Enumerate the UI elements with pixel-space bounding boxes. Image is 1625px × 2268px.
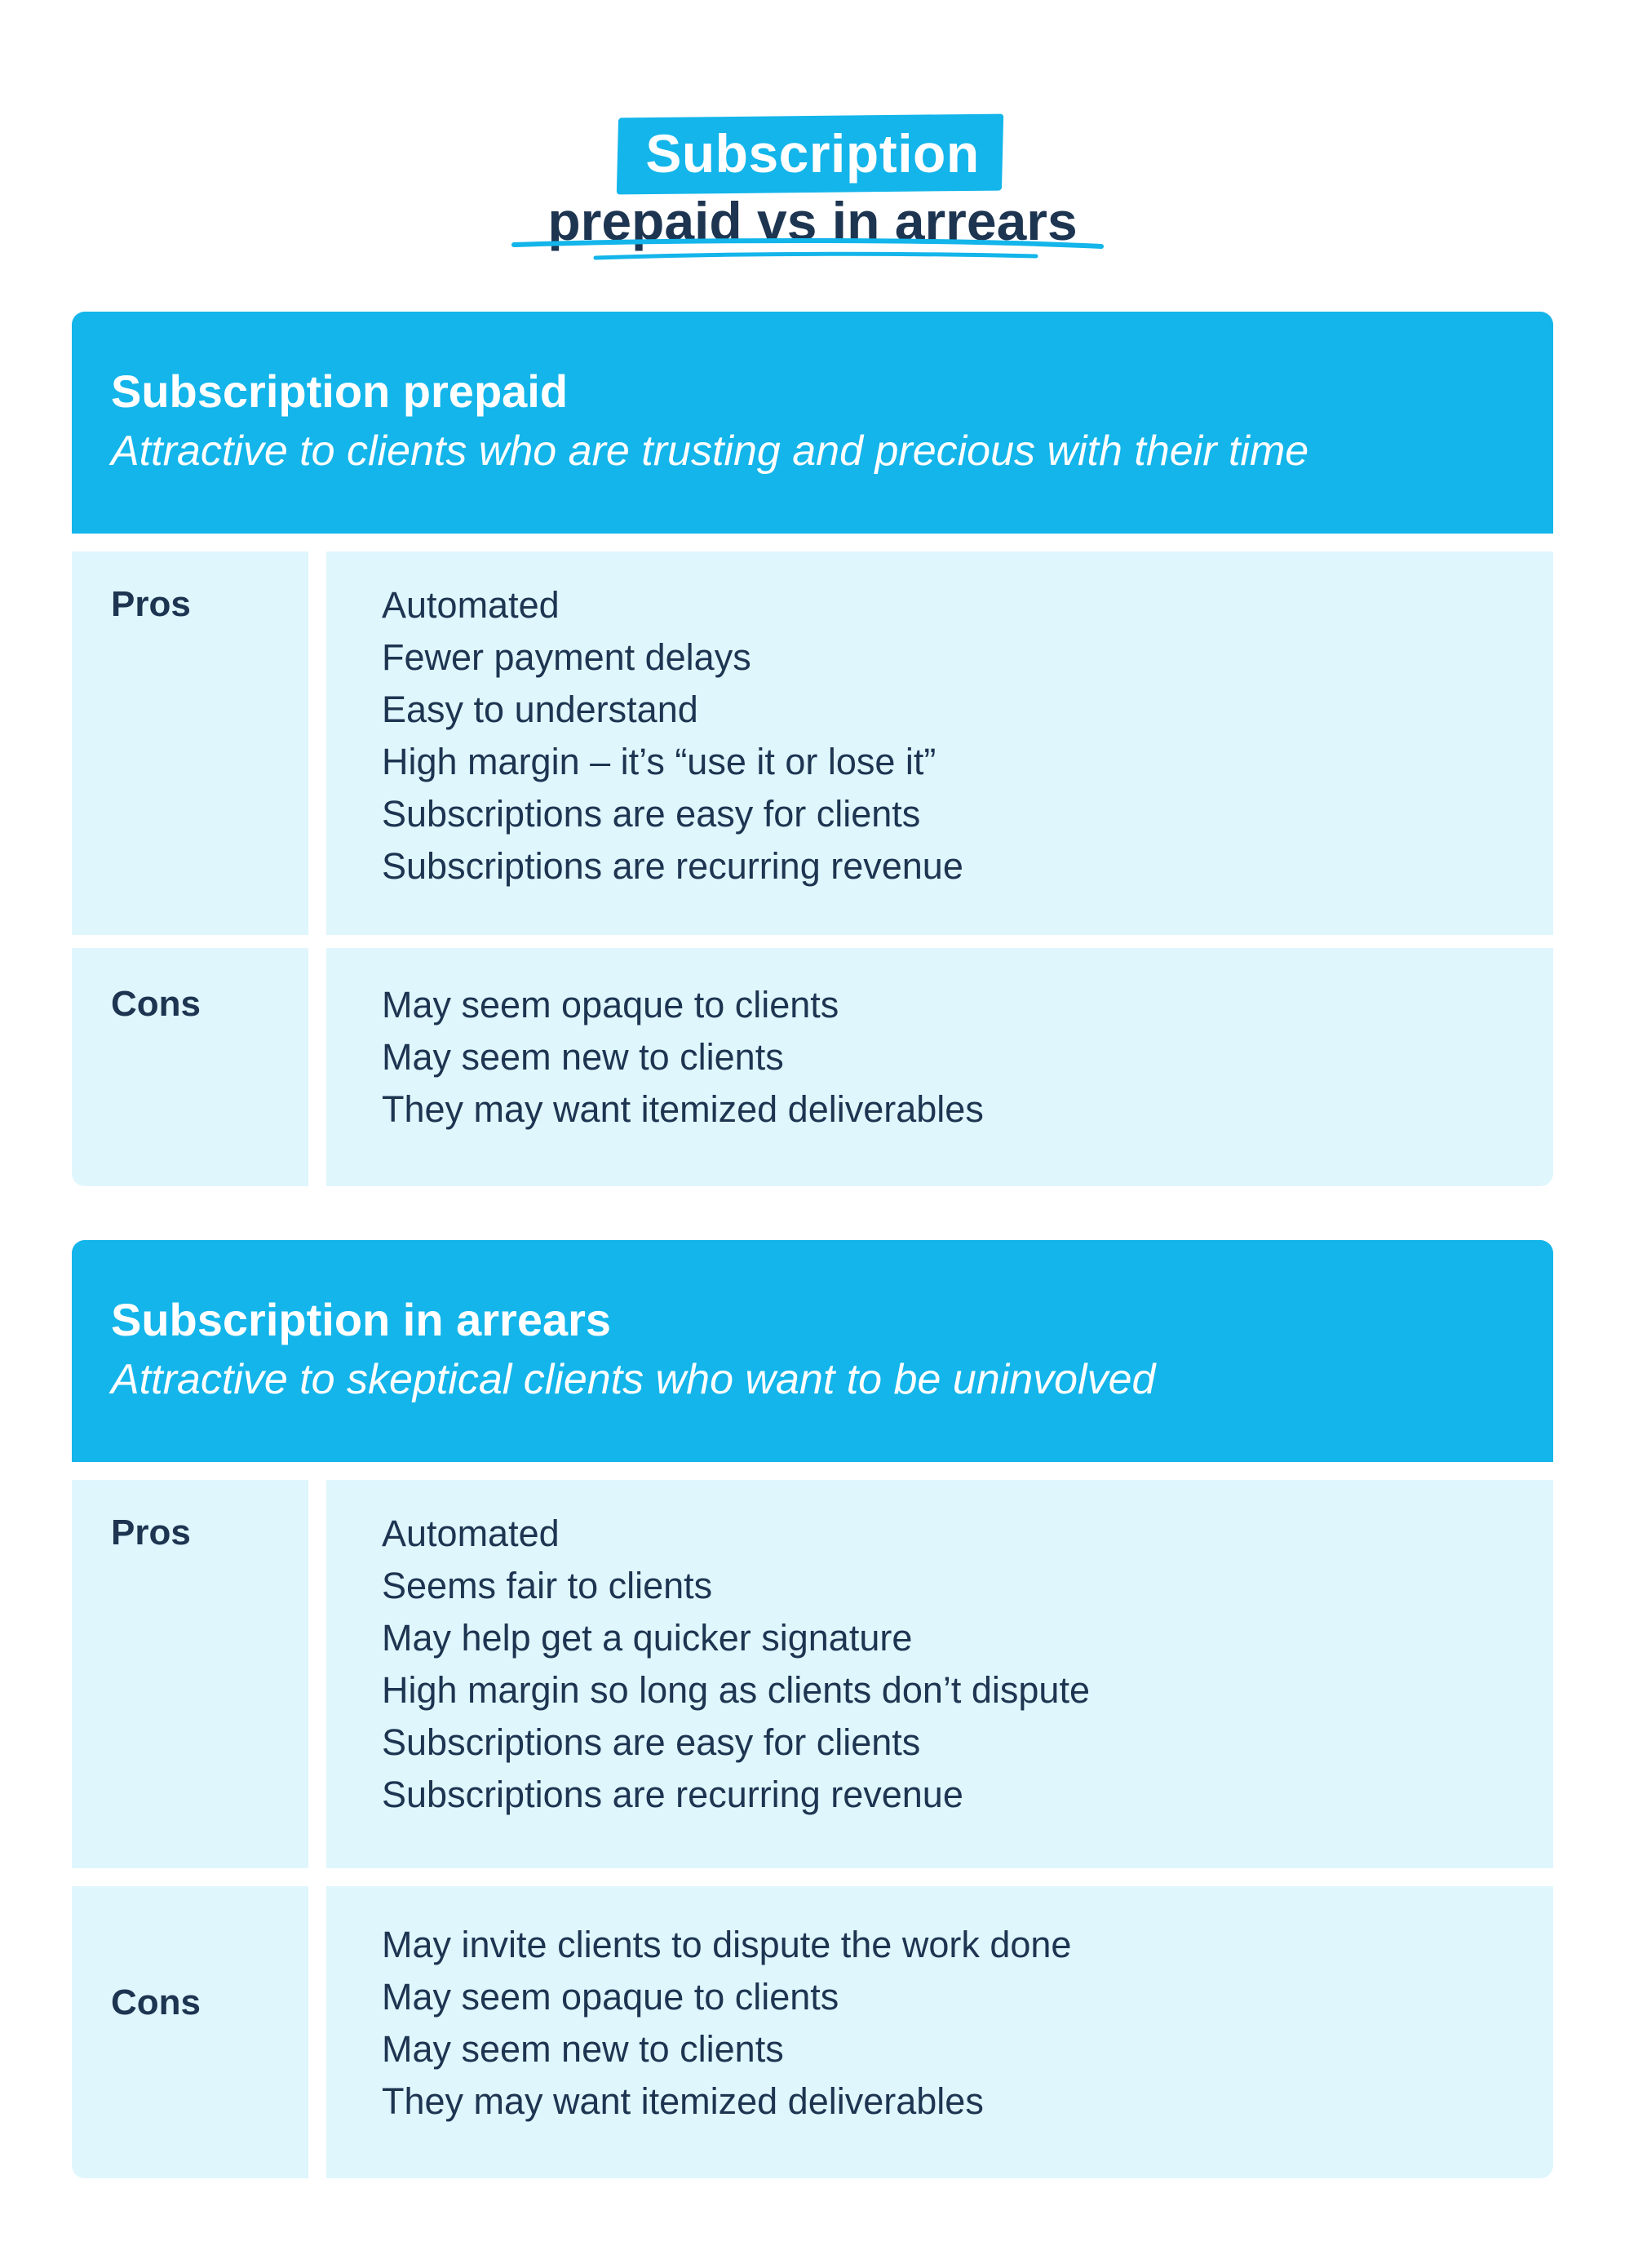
title-underline-stroke bbox=[506, 228, 1109, 269]
section-subtitle: Attractive to clients who are trusting and precious with their time bbox=[111, 427, 1309, 475]
pros-label: Pros bbox=[72, 551, 308, 935]
list-item: May seem opaque to clients bbox=[382, 1976, 839, 2018]
section-prepaid bbox=[72, 312, 1553, 1186]
list-item: May seem new to clients bbox=[382, 2028, 784, 2070]
cons-label: Cons bbox=[72, 1886, 308, 2178]
list-item: Subscriptions are easy for clients bbox=[382, 793, 921, 835]
list-item: High margin so long as clients don’t dispute bbox=[382, 1669, 1090, 1711]
list-item: Automated bbox=[382, 1513, 560, 1554]
cons-row bbox=[72, 1886, 1553, 2178]
pros-row bbox=[72, 551, 1553, 935]
pros-list bbox=[326, 551, 1553, 935]
section-header bbox=[72, 312, 1553, 534]
list-item: Subscriptions are recurring revenue bbox=[382, 1774, 963, 1815]
list-item: May invite clients to dispute the work done bbox=[382, 1924, 1072, 1965]
list-item: They may want itemized deliverables bbox=[382, 1088, 984, 1130]
section-in-arrears bbox=[72, 1240, 1553, 2178]
section-title: Subscription in arrears bbox=[111, 1294, 612, 1345]
pros-row bbox=[72, 1480, 1553, 1868]
list-item: Subscriptions are recurring revenue bbox=[382, 845, 963, 887]
pros-list bbox=[326, 1480, 1553, 1868]
list-item: Subscriptions are easy for clients bbox=[382, 1721, 921, 1763]
list-item: May seem opaque to clients bbox=[382, 984, 839, 1025]
section-subtitle: Attractive to skeptical clients who want to be uninvolved bbox=[111, 1356, 1156, 1403]
cons-label: Cons bbox=[72, 948, 308, 1186]
list-item: Seems fair to clients bbox=[382, 1565, 713, 1606]
page-title bbox=[0, 106, 1625, 261]
section-title: Subscription prepaid bbox=[111, 365, 569, 417]
list-item: Fewer payment delays bbox=[382, 636, 751, 678]
list-item: They may want itemized deliverables bbox=[382, 2080, 984, 2122]
title-line-1: Subscription bbox=[645, 123, 980, 184]
list-item: Easy to understand bbox=[382, 689, 698, 730]
list-item: May seem new to clients bbox=[382, 1036, 784, 1078]
cons-row bbox=[72, 948, 1553, 1186]
cons-list bbox=[326, 948, 1553, 1186]
list-item: Automated bbox=[382, 584, 560, 626]
pros-label: Pros bbox=[72, 1480, 308, 1868]
title-line-2: prepaid vs in arrears bbox=[547, 191, 1078, 251]
list-item: High margin – it’s “use it or lose it” bbox=[382, 741, 936, 782]
list-item: May help get a quicker signature bbox=[382, 1617, 913, 1659]
cons-list bbox=[326, 1886, 1553, 2178]
section-header bbox=[72, 1240, 1553, 1462]
